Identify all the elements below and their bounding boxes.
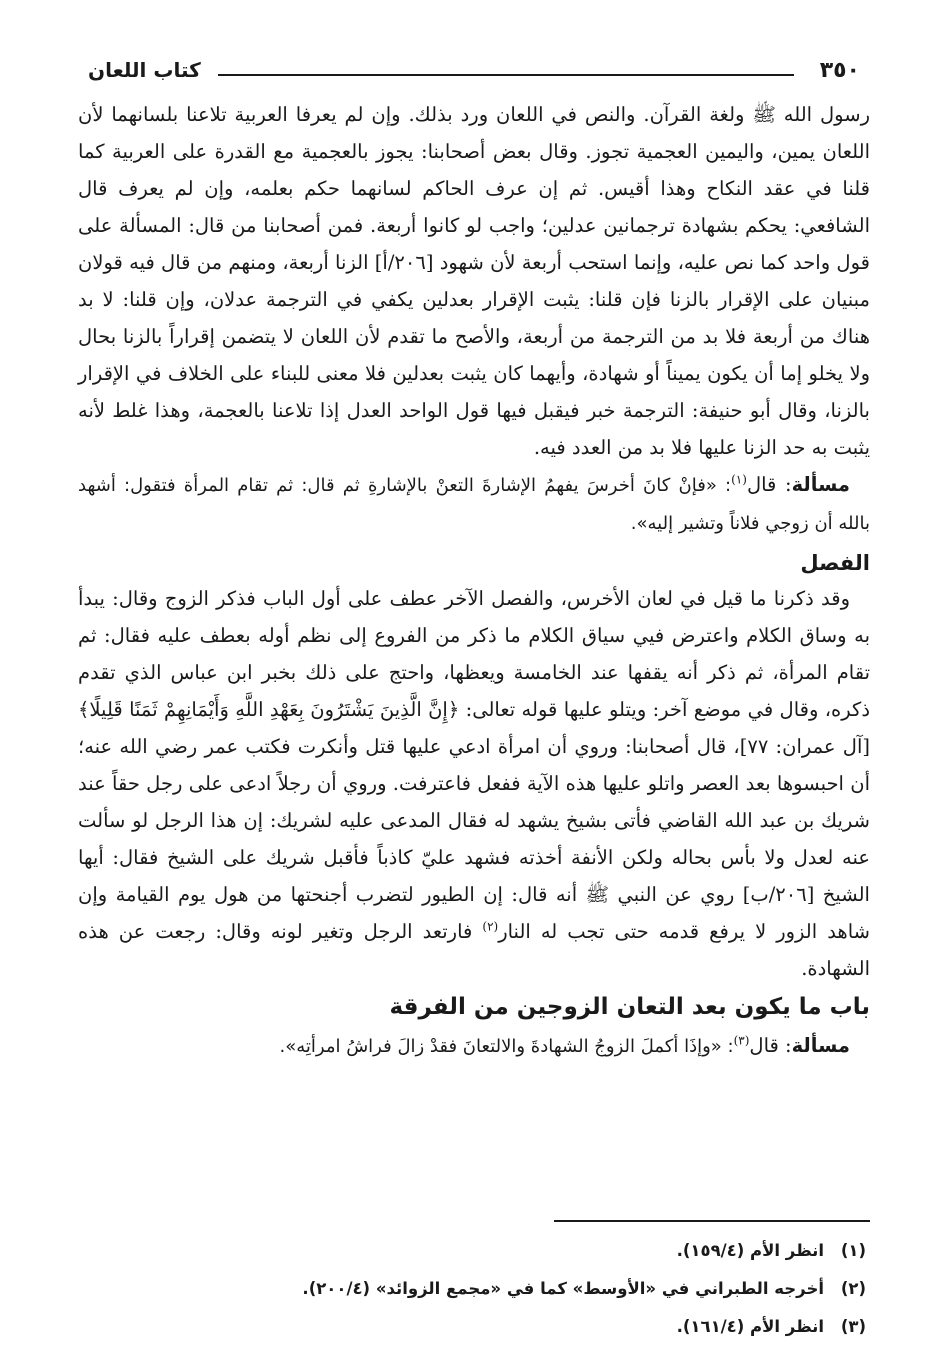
section-heading: الفصل xyxy=(800,551,870,575)
footnote-number: (٣) xyxy=(840,1317,866,1336)
masala-intro: : قال xyxy=(746,473,792,496)
masala-quote: : «وإذَا أكملَ الزوجُ الشهادةَ والالتعانَ فقدْ زالَ فراشُ امرأتِه». xyxy=(279,1036,734,1057)
footnote-ref-3: (٣) xyxy=(733,1033,750,1048)
fasl-text-end: فارتعد الرجل وتغير لونه وقال: رجعت عن هذه الشهادة. xyxy=(78,920,870,980)
footnote-text: انظر الأم (١٥٩/٤). xyxy=(676,1241,824,1260)
fasl-text: وقد ذكرنا ما قيل في لعان الأخرس، والفصل الآخر عطف على أول الباب فذكر الزوج وقال: يبدأ به وساق الكلام واعترض فيي سياق الكلام ما ذكر من الفروع إلى نظم أوله بعطف عليه فقال: ثم تقام المرأة، ثم ذكر أنه يقفها عند الخامسة ويعظها، واحتج على ذلك بخبر ابن عباس الذي تقدم ذكره، وقال في موضع آخر: ويتلو عليها قوله تعالى: ﴿إِنَّ الَّذِينَ يَشْتَرُونَ بِعَهْدِ اللَّهِ وَأَيْمَانِهِمْ ثَمَنًا قَلِيلًا﴾ [آل عمران: ٧٧]، قال أصحابنا: وروي أن امرأة ادعي عليها قتل وأنكرت فكتب عمر رضي الله عنه؛ أن احبسوها بعد العصر واتلو عليها هذه الآية ففعل فاعترفت. وروي أن رجلاً ادعى على رجل حقاً عند شريك بن عبد الله القاضي فأتى بشيخ يشهد له فقال المدعى عليه لشريك: إن هذا الرجل لو سألت عنه لعدل ولا بأس بحاله ولكن الأنفة أخذته فشهد عليّ كاذباً فأقبل شريك على الشيخ فقال: أيها الشيخ [٢٠٦/ب] روي عن النبي ﷺ أنه قال: إن الطيور لتضرب أجنحتها من هول يوم القيامة وإن شاهد الزور لا يرفع قدمه حتى تجب له النار xyxy=(78,587,870,943)
chapter-heading: باب ما يكون بعد التعان الزوجين من الفرقة xyxy=(389,994,870,1020)
fasl-paragraph xyxy=(78,580,870,987)
masala-quote: : «فإنْ كانَ أخرسَ يفهمُ الإشارةَ التعنْ بالإشارةِ ثم قال: ثم تقام المرأة فتقول: أشهد بالله أن زوجي فلاناً وتشير إليه». xyxy=(78,475,870,534)
page-header xyxy=(78,50,870,90)
footnote xyxy=(78,1308,866,1346)
footnote-rule xyxy=(554,1220,870,1222)
masala-paragraph-1 xyxy=(78,466,870,542)
document-page xyxy=(78,50,870,1336)
header-rule xyxy=(218,74,794,76)
masala-label: مسألة xyxy=(791,1034,850,1057)
paragraph: رسول الله ﷺ ولغة القرآن. والنص في اللعان ورد بذلك. وإن لم يعرفا العربية تلاعنا بلسانهما لأن اللعان يمين، واليمين العجمية تجوز. وقال بعض أصحابنا: يجوز بالعجمية مع القدرة على العربية كما قلنا في عقد النكاح وهذا أقيس. ثم إن عرف الحاكم لسانهما حكم بعلمه، وإن لم يعرف قال الشافعي: يحكم بشهادة ترجمانين عدلين؛ واجب لو كانوا أربعة. فمن أصحابنا من قال: المسألة على قول واحد كما نص عليه، وإنما استحب أربعة لأن شهود [٢٠٦/أ] الزنا أربعة، ومنهم من قال فيه قولان مبنيان على الإقرار بالزنا فإن قلنا: يثبت الإقرار بعدلين يكفي في الترجمة عدلان، وإن قلنا: لا بد هناك من أربعة فلا بد من الترجمة من أربعة، والأصح ما تقدم لأن اللعان لا يتضمن إقراراً بالزنا بحال ولا يخلو إما أن يكون يميناً أو شهادة، وأيهما كان يثبت بعدلين فلا معنى للبناء على الخلاف في الإقرار بالزنا، وقال أبو حنيفة: الترجمة خبر فيقبل فيها قول الواحد العدل إذا تلاعنا بالعجمة، وهذا غلط لأنه يثبت به حد الزنا عليها فلا بد من العدد فيه. xyxy=(78,103,870,459)
footnote-ref-1: (١) xyxy=(731,472,747,487)
footnote xyxy=(78,1232,866,1270)
footnote-text: أخرجه الطبراني في «الأوسط» كما في «مجمع الزوائد» (٢٠٠/٤). xyxy=(302,1279,824,1298)
footnote-number: (١) xyxy=(840,1241,866,1260)
page-number: ٣٥٠ xyxy=(819,58,860,83)
footnote-number: (٢) xyxy=(840,1279,866,1298)
body-text xyxy=(78,96,870,1065)
footnote xyxy=(78,1270,866,1308)
running-title: كتاب اللعان xyxy=(88,58,201,82)
masala-label: مسألة xyxy=(791,473,850,496)
footnote-text: انظر الأم (١٦١/٤). xyxy=(676,1317,824,1336)
masala-intro: : قال xyxy=(749,1034,792,1057)
footnotes xyxy=(78,1232,866,1346)
footnote-ref-2: (٢) xyxy=(482,919,499,934)
masala-paragraph-2 xyxy=(78,1027,870,1065)
